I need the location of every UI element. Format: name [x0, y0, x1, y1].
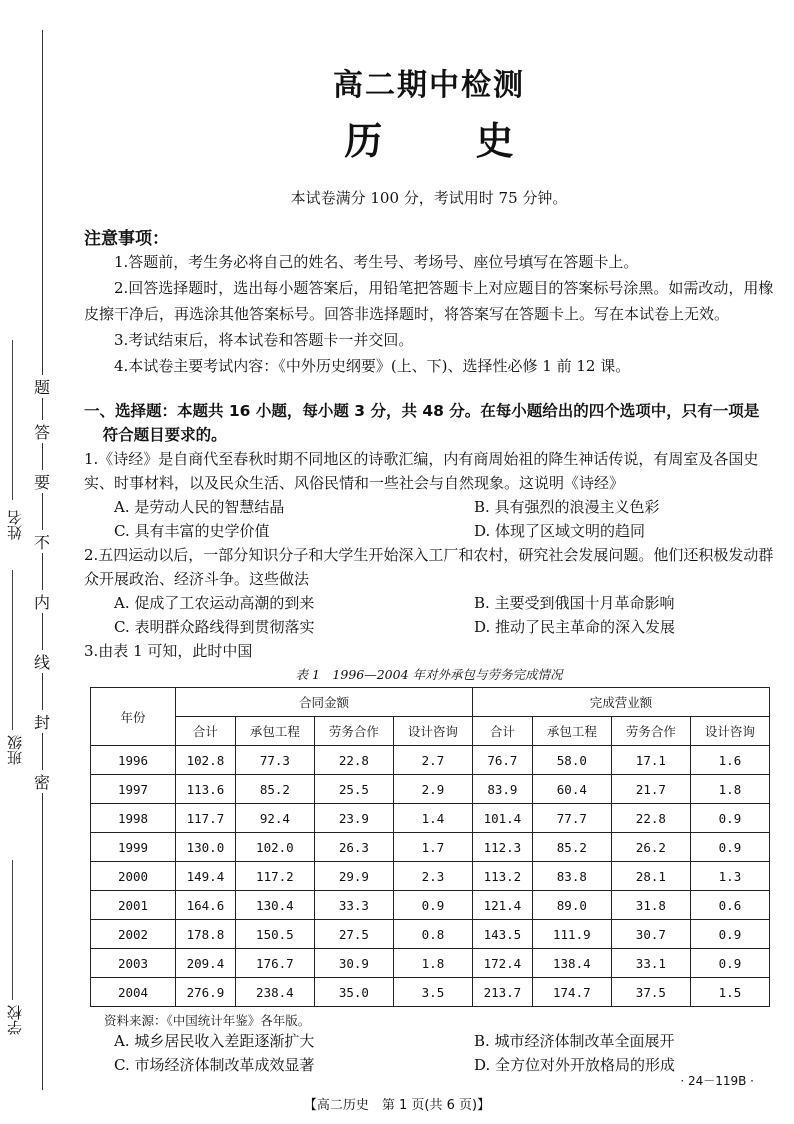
value-cell: 172.4 [472, 949, 532, 978]
value-cell: 83.9 [472, 775, 532, 804]
note-item: 2.回答选择题时，选出每小题答案后，用铅笔把答题卡上对应题目的答案标号涂黑。如需改动，用橡皮擦干净后，再选涂其他答案标号。回答非选择题时，将答案写在答题卡上。写在本试卷上无效。 [84, 279, 774, 323]
value-cell: 101.4 [472, 804, 532, 833]
value-cell: 111.9 [532, 920, 611, 949]
table-caption: 表 1 1996—2004 年对外承包与劳务完成情况 [295, 667, 563, 682]
notes-heading: 注意事项： [84, 229, 169, 249]
question-1-options [84, 495, 774, 543]
value-cell: 29.9 [314, 862, 393, 891]
column-header: 合计 [176, 717, 236, 746]
note-item: 3.考试结束后，将本试卷和答题卡一并交回。 [114, 331, 414, 349]
value-cell: 130.0 [176, 833, 236, 862]
year-cell: 2004 [91, 978, 176, 1007]
value-cell: 1.7 [393, 833, 472, 862]
value-cell: 0.9 [393, 891, 472, 920]
year-cell: 1997 [91, 775, 176, 804]
value-cell: 130.4 [235, 891, 314, 920]
class-blank[interactable] [12, 570, 13, 730]
value-cell: 31.8 [611, 891, 690, 920]
value-cell: 1.8 [393, 949, 472, 978]
value-cell: 1.6 [690, 746, 769, 775]
year-cell: 2002 [91, 920, 176, 949]
option-a: A. 是劳动人民的智慧结晶 [114, 498, 285, 516]
value-cell: 149.4 [176, 862, 236, 891]
year-cell: 1999 [91, 833, 176, 862]
value-cell: 33.1 [611, 949, 690, 978]
contract-amount-header: 合同金额 [176, 688, 473, 717]
value-cell: 58.0 [532, 746, 611, 775]
column-header: 设计咨询 [690, 717, 769, 746]
page-footer: 【高二历史 第 1 页(共 6 页)】 [303, 1098, 491, 1113]
year-cell: 2001 [91, 891, 176, 920]
value-cell: 209.4 [176, 949, 236, 978]
value-cell: 30.9 [314, 949, 393, 978]
column-header: 承包工程 [532, 717, 611, 746]
value-cell: 0.9 [690, 833, 769, 862]
value-cell: 85.2 [235, 775, 314, 804]
option-d: D. 全方位对外开放格局的形成 [474, 1056, 676, 1074]
exam-page [84, 60, 774, 1077]
value-cell: 178.8 [176, 920, 236, 949]
year-header: 年份 [91, 688, 176, 746]
value-cell: 174.7 [532, 978, 611, 1007]
option-b: B. 主要受到俄国十月革命影响 [474, 594, 675, 612]
school-blank[interactable] [12, 860, 13, 1000]
value-cell: 0.9 [690, 949, 769, 978]
value-cell: 213.7 [472, 978, 532, 1007]
table-row [91, 804, 770, 833]
value-cell: 2.7 [393, 746, 472, 775]
seal-line [42, 30, 43, 1090]
value-cell: 164.6 [176, 891, 236, 920]
column-header: 设计咨询 [393, 717, 472, 746]
value-cell: 28.1 [611, 862, 690, 891]
value-cell: 17.1 [611, 746, 690, 775]
value-cell: 112.3 [472, 833, 532, 862]
value-cell: 21.7 [611, 775, 690, 804]
value-cell: 0.9 [690, 804, 769, 833]
year-cell: 2003 [91, 949, 176, 978]
value-cell: 30.7 [611, 920, 690, 949]
value-cell: 1.8 [690, 775, 769, 804]
table-row [91, 949, 770, 978]
name-label: 姓名 [6, 510, 24, 540]
value-cell: 35.0 [314, 978, 393, 1007]
value-cell: 2.9 [393, 775, 472, 804]
option-c: C. 表明群众路线得到贯彻落实 [114, 618, 315, 636]
question-2-stem: 2.五四运动以后，一部分知识分子和大学生开始深入工厂和农村，研究社会发展问题。他们还积极发动群众开展政治、经济斗争。这些做法 [84, 546, 774, 588]
table-row [91, 746, 770, 775]
value-cell: 83.8 [532, 862, 611, 891]
value-cell: 27.5 [314, 920, 393, 949]
value-cell: 37.5 [611, 978, 690, 1007]
note-item: 1.答题前，考生务必将自己的姓名、考生号、考场号、座位号填写在答题卡上。 [114, 253, 639, 271]
value-cell: 33.3 [314, 891, 393, 920]
value-cell: 238.4 [235, 978, 314, 1007]
value-cell: 117.7 [176, 804, 236, 833]
seal-char: 要 [30, 470, 54, 493]
option-c: C. 具有丰富的史学价值 [114, 522, 270, 540]
option-a: A. 促成了工农运动高潮的到来 [114, 594, 315, 612]
value-cell: 23.9 [314, 804, 393, 833]
table-row [91, 891, 770, 920]
exam-info: 本试卷满分 100 分，考试用时 75 分钟。 [290, 189, 568, 207]
table-row [91, 978, 770, 1007]
value-cell: 0.6 [690, 891, 769, 920]
table-row [91, 833, 770, 862]
value-cell: 1.4 [393, 804, 472, 833]
turnover-header: 完成营业额 [472, 688, 769, 717]
question-2-options [84, 591, 774, 639]
value-cell: 89.0 [532, 891, 611, 920]
seal-char: 内 [30, 590, 54, 613]
column-header: 承包工程 [235, 717, 314, 746]
value-cell: 22.8 [611, 804, 690, 833]
value-cell: 276.9 [176, 978, 236, 1007]
seal-char: 答 [30, 420, 54, 443]
year-cell: 1996 [91, 746, 176, 775]
seal-char: 题 [30, 375, 54, 398]
table-source: 资料来源：《中国统计年鉴》各年版。 [104, 1013, 311, 1028]
value-cell: 121.4 [472, 891, 532, 920]
value-cell: 1.3 [690, 862, 769, 891]
value-cell: 26.2 [611, 833, 690, 862]
value-cell: 2.3 [393, 862, 472, 891]
value-cell: 77.3 [235, 746, 314, 775]
seal-char: 线 [30, 650, 54, 673]
option-d: D. 推动了民主革命的深入发展 [474, 618, 676, 636]
value-cell: 113.2 [472, 862, 532, 891]
binding-margin [0, 0, 70, 1124]
value-cell: 117.2 [235, 862, 314, 891]
option-c: C. 市场经济体制改革成效显著 [114, 1056, 315, 1074]
value-cell: 3.5 [393, 978, 472, 1007]
note-item: 4.本试卷主要考试内容：《中外历史纲要》(上、下)、选择性必修 1 前 12 课。 [114, 357, 631, 375]
column-header: 劳务合作 [611, 717, 690, 746]
value-cell: 76.7 [472, 746, 532, 775]
table-row [91, 920, 770, 949]
value-cell: 102.8 [176, 746, 236, 775]
value-cell: 22.8 [314, 746, 393, 775]
value-cell: 0.8 [393, 920, 472, 949]
value-cell: 102.0 [235, 833, 314, 862]
value-cell: 138.4 [532, 949, 611, 978]
value-cell: 26.3 [314, 833, 393, 862]
question-1-stem: 1.《诗经》是自商代至春秋时期不同地区的诗歌汇编，内有商周始祖的降生神话传说，有周室及各国史实、时事材料，以及民众生活、风俗民情和一些社会与自然现象。这说明《诗经》 [84, 450, 759, 492]
table-row [91, 862, 770, 891]
value-cell: 25.5 [314, 775, 393, 804]
year-cell: 1998 [91, 804, 176, 833]
value-cell: 113.6 [176, 775, 236, 804]
option-b: B. 城市经济体制改革全面展开 [474, 1032, 675, 1050]
column-header: 劳务合作 [314, 717, 393, 746]
class-label: 班级 [6, 735, 24, 765]
question-3-stem: 3.由表 1 可知，此时中国 [84, 642, 253, 660]
value-cell: 176.7 [235, 949, 314, 978]
value-cell: 150.5 [235, 920, 314, 949]
name-blank[interactable] [12, 340, 13, 500]
value-cell: 1.5 [690, 978, 769, 1007]
option-b: B. 具有强烈的浪漫主义色彩 [474, 498, 660, 516]
option-d: D. 体现了区域文明的趋同 [474, 522, 646, 540]
value-cell: 92.4 [235, 804, 314, 833]
seal-char: 不 [30, 530, 54, 553]
value-cell: 0.9 [690, 920, 769, 949]
value-cell: 77.7 [532, 804, 611, 833]
question-3-options [84, 1029, 774, 1077]
option-a: A. 城乡居民收入差距逐渐扩大 [114, 1032, 315, 1050]
seal-char: 密 [30, 770, 54, 793]
column-header: 合计 [472, 717, 532, 746]
value-cell: 60.4 [532, 775, 611, 804]
section-heading: 一、选择题：本题共 16 小题，每小题 3 分，共 48 分。在每小题给出的四个选项中，只有一项是符合题目要求的。 [84, 402, 760, 444]
value-cell: 143.5 [472, 920, 532, 949]
subject-title: 历 史 [344, 119, 554, 163]
contract-table [90, 687, 770, 1007]
year-cell: 2000 [91, 862, 176, 891]
school-label: 学校 [6, 1005, 24, 1035]
value-cell: 85.2 [532, 833, 611, 862]
paper-code: · 24－119B · [680, 1074, 754, 1088]
seal-char: 封 [30, 710, 54, 733]
exam-title: 高二期中检测 [333, 68, 525, 103]
table-row [91, 775, 770, 804]
